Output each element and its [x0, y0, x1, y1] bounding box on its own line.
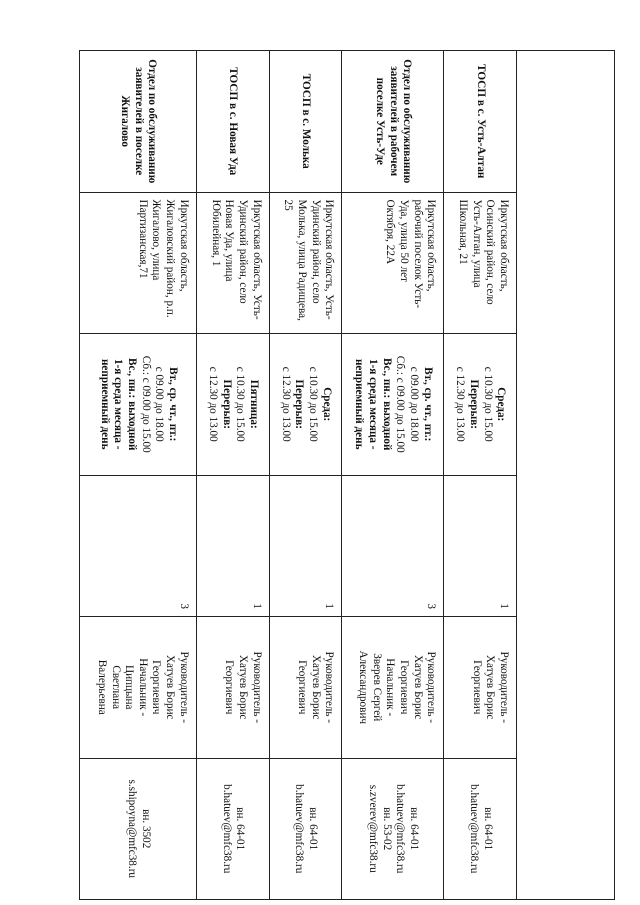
working-hours-line: Перерыв:: [220, 379, 233, 430]
contact-line: вн. 3502: [139, 809, 152, 849]
office-name-cell: ТОСП в с. Усть-Алтан: [444, 51, 517, 193]
address-cell: Иркутская область, Жигаловский район, р.п. Жигалово, улица Партизанская,71: [80, 192, 197, 334]
responsible-person-line: Хатуев Борис: [411, 654, 424, 720]
working-hours-line: Сб.: с 09.00 до 15.00: [394, 355, 407, 453]
contacts-cell: [80, 758, 197, 900]
working-hours-line: Пятница:: [247, 379, 260, 429]
table-row: [196, 51, 269, 900]
contact-line: b.hatuev@mfc38.ru: [468, 784, 481, 874]
working-hours-cell: [444, 334, 517, 476]
responsible-person-line: Руководитель -: [425, 651, 438, 723]
working-hours-cell: [269, 334, 342, 476]
responsible-person-cell: [269, 617, 342, 759]
responsible-person-cell: [342, 617, 444, 759]
working-hours-line: с 12.30 до 13.00: [207, 366, 220, 442]
contact-line: b.hatuev@mfc38.ru: [220, 784, 233, 874]
responsible-person-line: Хатуев Борис: [236, 654, 249, 720]
contact-line: вн. 64-01: [307, 807, 320, 851]
working-hours-line: с 10.30 до 15.00: [234, 366, 247, 442]
window-count-cell: 3: [342, 475, 444, 617]
working-hours-line: 1-я среда месяца -: [112, 358, 125, 450]
responsible-person-line: Руководитель -: [250, 651, 263, 723]
working-hours-line: неприемный день: [353, 358, 366, 450]
working-hours-cell: [342, 334, 444, 476]
office-name-cell: Отдел по обслуживанию заявителей в поселке Жигалово: [80, 51, 197, 193]
contact-line: s.zverev@mfc38.ru: [367, 784, 380, 873]
contact-line: вн. 64-01: [234, 807, 247, 851]
contacts-cell: [444, 758, 517, 900]
table-row: [342, 51, 444, 900]
working-hours-line: Среда:: [495, 387, 508, 422]
contact-line: вн. 64-01: [481, 807, 494, 851]
working-hours-cell: [80, 334, 197, 476]
working-hours-line: с 12.30 до 13.00: [279, 366, 292, 442]
responsible-person-line: Светлана: [109, 665, 122, 710]
responsible-person-line: Хатуев Борис: [164, 654, 177, 720]
responsible-person-line: Руководитель -: [177, 651, 190, 723]
working-hours-line: Перерыв:: [468, 379, 481, 430]
empty-header-row: [517, 51, 615, 900]
contact-line: вн. 64-01: [408, 807, 421, 851]
contact-line: вн. 53-02: [380, 807, 393, 851]
contact-line: b.hatuev@mfc38.ru: [394, 784, 407, 874]
branch-offices-table: [79, 50, 615, 900]
office-name-cell: ТОСП в с. Новая Уда: [196, 51, 269, 193]
address-cell: Иркутская область, рабочий поселок Усть-Уда, улица 50 лет Октября, 22А: [342, 192, 444, 334]
responsible-person-line: Руководитель -: [323, 651, 336, 723]
address-cell: Иркутская область, Осинский район, село Усть-Алтан, улица Школьная, 21: [444, 192, 517, 334]
rotated-document-page: [79, 50, 615, 900]
contacts-cell: [269, 758, 342, 900]
working-hours-line: Вт., ср. чт., пт.:: [421, 367, 434, 442]
responsible-person-line: Хатуев Борис: [309, 654, 322, 720]
table-row: [444, 51, 517, 900]
working-hours-line: с 09.00 до 18.00: [153, 366, 166, 442]
responsible-person-cell: [80, 617, 197, 759]
responsible-person-line: Руководитель -: [498, 651, 510, 723]
office-name-cell: ТОСП в с. Молька: [269, 51, 342, 193]
responsible-person-line: Ципцына: [123, 664, 136, 710]
responsible-person-line: Георгиевич: [150, 660, 163, 715]
working-hours-line: Перерыв:: [293, 379, 306, 430]
working-hours-line: Вс., пн.: выходной: [125, 358, 138, 451]
responsible-person-line: Александрович: [357, 650, 370, 725]
working-hours-line: Вт., ср. чт., пт.:: [166, 367, 179, 442]
table-row: [269, 51, 342, 900]
responsible-person-line: Валерьевна: [95, 659, 108, 715]
responsible-person-line: Начальник -: [384, 658, 397, 717]
working-hours-cell: [196, 334, 269, 476]
working-hours-line: неприемный день: [98, 358, 111, 450]
responsible-person-line: Георгиевич: [470, 660, 483, 715]
working-hours-line: Среда:: [320, 387, 333, 422]
working-hours-line: с 10.30 до 15.00: [307, 366, 320, 442]
responsible-person-line: Георгиевич: [397, 660, 410, 715]
working-hours-line: с 12.30 до 13.00: [454, 366, 467, 442]
responsible-person-line: Хатуев Борис: [484, 654, 497, 720]
window-count-cell: 1: [444, 475, 517, 617]
office-name-cell: Отдел по обслуживанию заявителей в рабочем поселке Усть-Уде: [342, 51, 444, 193]
responsible-person-line: Начальник -: [136, 658, 149, 717]
window-count-cell: 1: [269, 475, 342, 617]
working-hours-line: 1-я среда месяца -: [367, 358, 380, 450]
responsible-person-line: Георгиевич: [295, 660, 308, 715]
working-hours-line: с 09.00 до 18.00: [408, 366, 421, 442]
working-hours-line: Вс., пн.: выходной: [380, 358, 393, 451]
window-count-cell: 3: [80, 475, 197, 617]
contacts-cell: [196, 758, 269, 900]
table-row: [80, 51, 197, 900]
window-count-cell: 1: [196, 475, 269, 617]
address-cell: Иркутская область, Усть-Удинский район, село Молька, улица Радищева, 25: [269, 192, 342, 334]
empty-header-cell: [517, 51, 615, 900]
working-hours-line: Сб.: с 09.00 до 15.00: [139, 355, 152, 453]
responsible-person-line: Зверев Сергей: [370, 653, 383, 722]
responsible-person-cell: [444, 617, 517, 759]
working-hours-line: с 10.30 до 15.00: [481, 366, 494, 442]
responsible-person-cell: [196, 617, 269, 759]
address-cell: Иркутская область, Усть-Удинский район, село Новая Уда, улица Юбилейная, 1: [196, 192, 269, 334]
contact-line: b.hatuev@mfc38.ru: [293, 784, 306, 874]
contact-line: s.shipoyna@mfc38.ru: [125, 779, 138, 879]
responsible-person-line: Георгиевич: [223, 660, 236, 715]
contacts-cell: [342, 758, 444, 900]
